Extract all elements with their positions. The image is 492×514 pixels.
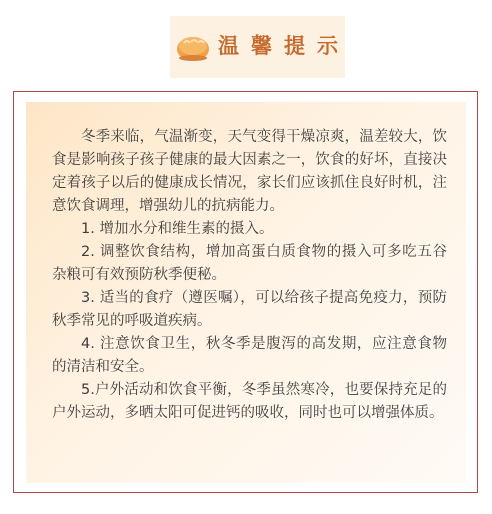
title-badge bbox=[170, 16, 350, 78]
tip-item: 4. 注意饮食卫生，秋冬季是腹泻的高发期，应注意食物的清洁和安全。 bbox=[52, 336, 447, 375]
page-title: 温馨提示 bbox=[218, 34, 350, 58]
intro-paragraph: 冬季来临，气温渐变，天气变得干燥凉爽，温差较大，饮食是影响孩子孩子健康的最大因素之一，饮食的好坏，直接决定着孩子以后的健康成长情况，家长们应该抓住良好时机，注意饮食调理，增强幼儿的抗病能力。 bbox=[52, 129, 447, 214]
tip-item: 2. 调整饮食结构，增加高蛋白质食物的摄入可多吃五谷杂粮可有效预防秋季便秘。 bbox=[52, 244, 447, 283]
tip-item: 1. 增加水分和维生素的摄入。 bbox=[81, 221, 274, 237]
tip-item: 3. 适当的食疗（遵医嘱），可以给孩子提高免疫力，预防秋季常见的呼吸道疾病。 bbox=[52, 290, 447, 329]
tip-item: 5.户外活动和饮食平衡，冬季虽然寒冷，也要保持充足的户外运动，多晒太阳可促进钙的吸收，同时也可以增强体质。 bbox=[52, 382, 447, 421]
tips-content bbox=[52, 126, 447, 425]
bread-icon bbox=[176, 34, 210, 62]
